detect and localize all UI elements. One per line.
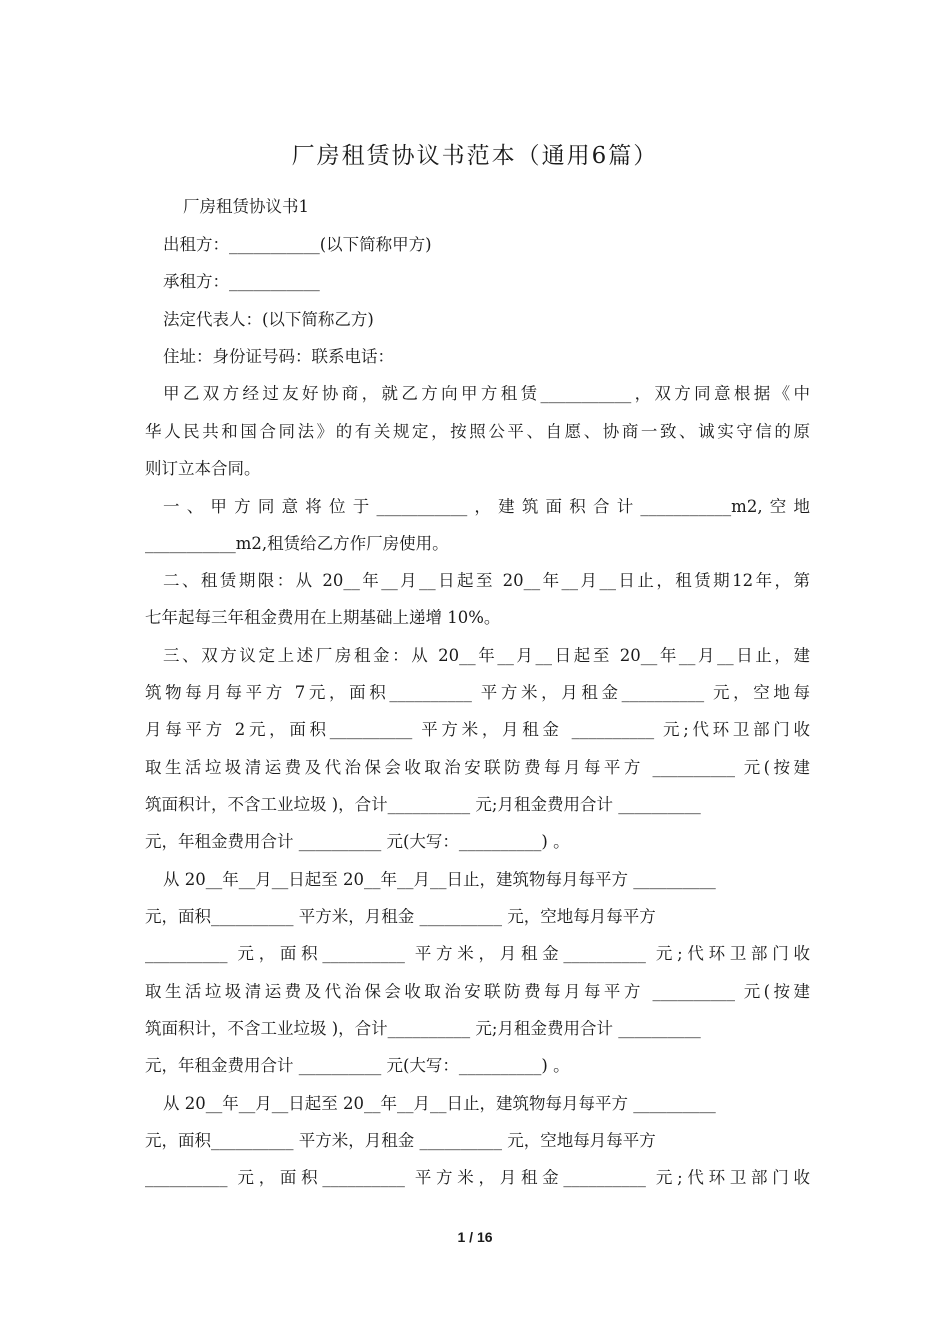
clause-line: 从 20__年__月__日起至 20__年__月__日止，建筑物每月每平方 __________ xyxy=(163,870,716,889)
lessor-line: 出租方：___________(以下简称甲方) xyxy=(163,235,432,254)
clause-line: 三、双方议定上述厂房租金：从 20__年__月__日起至 20__年__月__日止，建 xyxy=(163,646,810,665)
paragraph-line: 则订立本合同。 xyxy=(145,459,261,478)
lessee-line: 承租方：___________ xyxy=(163,272,320,291)
clause-line: 元，面积__________ 平方米，月租金 __________ 元，空地每月每平方 xyxy=(145,907,656,926)
clause-line: 七年起每三年租金费用在上期基础上递增 10%。 xyxy=(145,608,501,627)
address-line: 住址：身份证号码：联系电话： xyxy=(163,347,394,366)
clause-line: 取生活垃圾清运费及代治保会收取治安联防费每月每平方 __________ 元(按建 xyxy=(145,758,810,777)
clause-line: 筑面积计，不含工业垃圾 )，合计__________ 元;月租金费用合计 __________ xyxy=(145,1019,701,1038)
legal-rep-line: 法定代表人：(以下简称乙方) xyxy=(163,310,374,329)
document-title: 厂房租赁协议书范本（通用6篇） xyxy=(291,143,659,169)
section-heading: 厂房租赁协议书1 xyxy=(183,197,309,216)
clause-line: 元，年租金费用合计 __________ 元(大写：__________) 。 xyxy=(145,832,570,851)
page-number: 1 / 16 xyxy=(457,1229,493,1245)
clause-line: 取生活垃圾清运费及代治保会收取治安联防费每月每平方 __________ 元(按建 xyxy=(145,982,810,1001)
paragraph-line: 华人民共和国合同法》的有关规定，按照公平、自愿、协商一致、诚实守信的原 xyxy=(145,422,810,441)
clause-line: 元，年租金费用合计 __________ 元(大写：__________) 。 xyxy=(145,1056,570,1075)
paragraph-line: 甲乙双方经过友好协商，就乙方向甲方租赁___________，双方同意根据《中 xyxy=(163,384,810,403)
clause-line: 月每平方 2元，面积__________ 平方米，月租金 __________ 元;代环卫部门收 xyxy=(145,720,810,739)
clause-line: 元，面积__________ 平方米，月租金 __________ 元，空地每月每平方 xyxy=(145,1131,656,1150)
clause-line: 筑面积计，不含工业垃圾 )，合计__________ 元;月租金费用合计 __________ xyxy=(145,795,701,814)
clause-line: __________ 元，面积__________ 平方米，月租金__________ 元;代环卫部门收 xyxy=(145,944,810,963)
clause-line: 一、甲方同意将位于___________，建筑面积合计___________m2,空地 xyxy=(163,497,810,516)
clause-line: ___________m2,租赁给乙方作厂房使用。 xyxy=(145,534,449,553)
clause-line: 二、租赁期限：从 20__年__月__日起至 20__年__月__日止，租赁期12年，第 xyxy=(163,571,810,590)
clause-line: __________ 元，面积__________ 平方米，月租金__________ 元;代环卫部门收 xyxy=(145,1168,810,1187)
clause-line: 筑物每月每平方 7元，面积__________ 平方米，月租金__________ 元，空地每 xyxy=(145,683,810,702)
clause-line: 从 20__年__月__日起至 20__年__月__日止，建筑物每月每平方 __________ xyxy=(163,1094,716,1113)
